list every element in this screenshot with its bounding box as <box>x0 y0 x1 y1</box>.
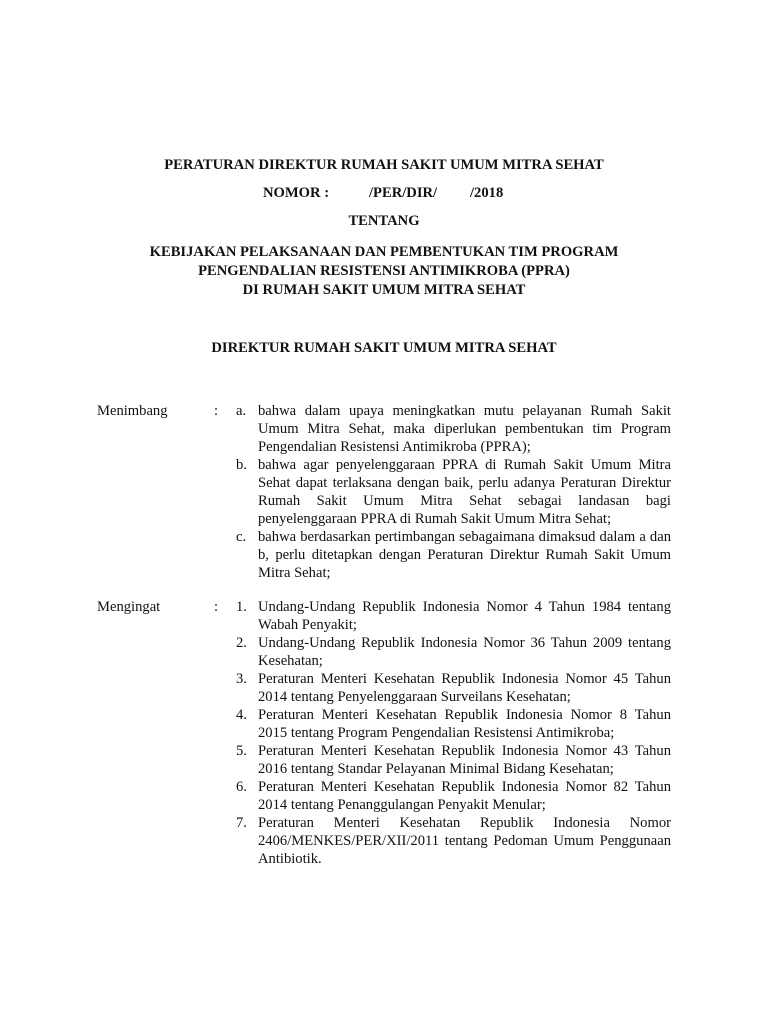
list-marker: c. <box>236 529 247 545</box>
list-marker: a. <box>236 403 247 419</box>
mengingat-item-4 <box>236 706 671 742</box>
list-item-text: bahwa agar penyelenggaraan PPRA di Rumah Sakit Umum Mitra Sehat dapat terlaksana dengan baik, perlu adanya Peraturan Direktur Rumah Sakit Umum Mitra Sehat sebagai landasan bagi penyelenggaraan PPRA di Rumah Sakit Umum Mitra Sehat; <box>258 457 671 527</box>
nomor-label: NOMOR : <box>263 185 330 201</box>
list-marker: 7. <box>236 815 247 831</box>
subject-line-2: PENGENDALIAN RESISTENSI ANTIMIKROBA (PPRA) <box>198 263 570 279</box>
list-marker: b. <box>236 457 247 473</box>
list-item-text: Peraturan Menteri Kesehatan Republik Indonesia Nomor 8 Tahun 2015 tentang Program Pengendalian Resistensi Antimikroba; <box>258 707 671 741</box>
list-item-text: Peraturan Menteri Kesehatan Republik Indonesia Nomor 45 Tahun 2014 tentang Penyelenggaraan Surveilans Kesehatan; <box>258 671 671 705</box>
list-item-text: Undang-Undang Republik Indonesia Nomor 36 Tahun 2009 tentang Kesehatan; <box>258 635 671 669</box>
list-item-text: Peraturan Menteri Kesehatan Republik Indonesia Nomor 2406/MENKES/PER/XII/2011 tentang Pedoman Umum Penggunaan Antibiotik. <box>258 815 671 867</box>
director-heading: DIREKTUR RUMAH SAKIT UMUM MITRA SEHAT <box>211 340 557 356</box>
list-item-text: Peraturan Menteri Kesehatan Republik Indonesia Nomor 43 Tahun 2016 tentang Standar Pelayanan Minimal Bidang Kesehatan; <box>258 743 671 777</box>
nomor-part2: /2018 <box>470 185 504 201</box>
list-marker: 5. <box>236 743 247 759</box>
mengingat-item-3 <box>236 670 671 706</box>
list-item-text: bahwa berdasarkan pertimbangan sebagaimana dimaksud dalam a dan b, perlu ditetapkan dengan Peraturan Direktur Rumah Sakit Umum Mitra Sehat; <box>258 529 671 581</box>
list-marker: 6. <box>236 779 247 795</box>
list-item-text: bahwa dalam upaya meningkatkan mutu pelayanan Rumah Sakit Umum Mitra Sehat, maka diperlukan pembentukan tim Program Pengendalian Resistensi Antimikroba (PPRA); <box>258 403 671 455</box>
menimbang-list <box>236 402 671 582</box>
tentang-heading: TENTANG <box>348 213 420 229</box>
mengingat-label: Mengingat <box>97 599 161 615</box>
mengingat-list <box>236 598 671 868</box>
list-marker: 1. <box>236 599 247 615</box>
menimbang-label: Menimbang <box>97 403 168 419</box>
list-item-text: Peraturan Menteri Kesehatan Republik Indonesia Nomor 82 Tahun 2014 tentang Penanggulangan Penyakit Menular; <box>258 779 671 813</box>
list-marker: 2. <box>236 635 247 651</box>
mengingat-item-5 <box>236 742 671 778</box>
regulation-title: PERATURAN DIREKTUR RUMAH SAKIT UMUM MITRA SEHAT <box>164 157 604 173</box>
list-marker: 3. <box>236 671 247 687</box>
subject-line-3: DI RUMAH SAKIT UMUM MITRA SEHAT <box>242 282 526 298</box>
subject-line-1: KEBIJAKAN PELAKSANAAN DAN PEMBENTUKAN TIM PROGRAM <box>149 244 619 260</box>
menimbang-item-a <box>236 402 671 456</box>
list-item-text: Undang-Undang Republik Indonesia Nomor 4 Tahun 1984 tentang Wabah Penyakit; <box>258 599 671 633</box>
mengingat-item-6 <box>236 778 671 814</box>
nomor-part1: /PER/DIR/ <box>369 185 438 201</box>
mengingat-item-7 <box>236 814 671 868</box>
menimbang-colon: : <box>214 403 219 419</box>
menimbang-item-b <box>236 456 671 528</box>
mengingat-item-2 <box>236 634 671 670</box>
mengingat-colon: : <box>214 599 219 615</box>
list-marker: 4. <box>236 707 247 723</box>
mengingat-item-1 <box>236 598 671 634</box>
menimbang-item-c <box>236 528 671 582</box>
